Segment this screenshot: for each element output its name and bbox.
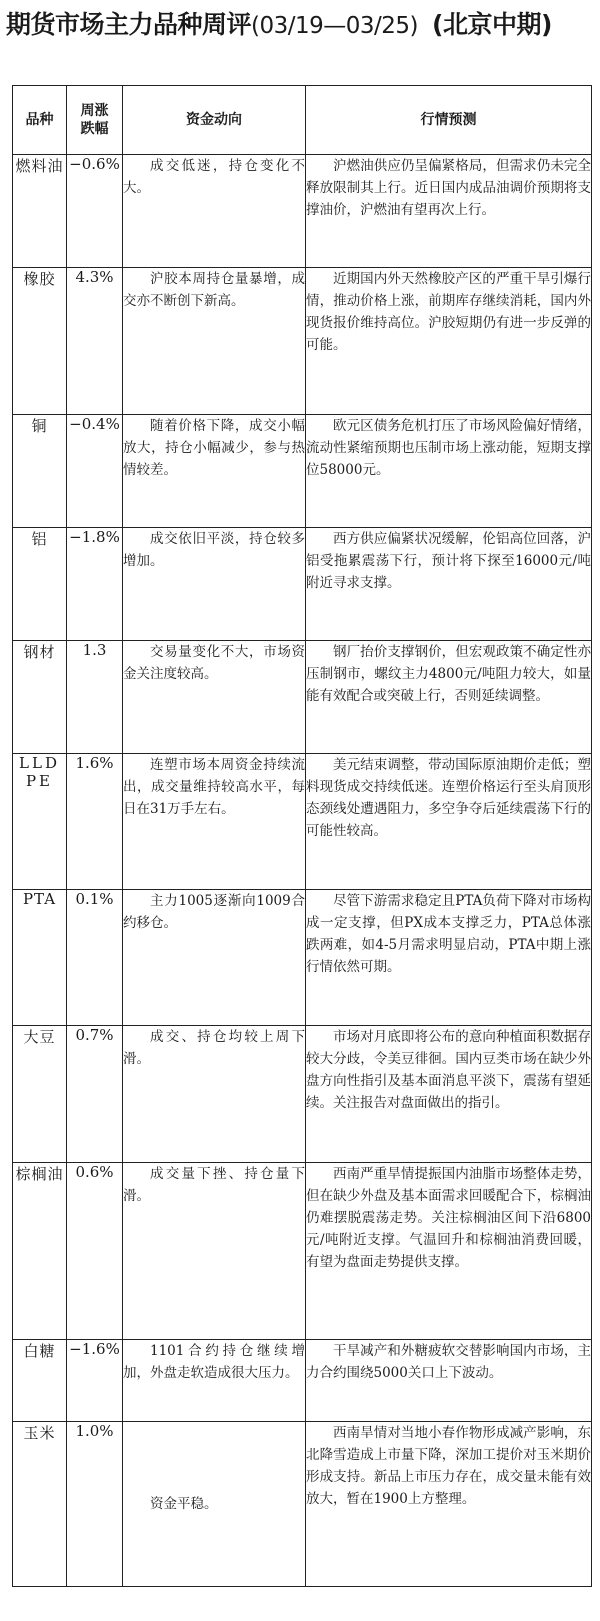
cell-change: 1.0%: [67, 1422, 123, 1587]
cell-funds: 沪胶本周持仓量暴增，成交亦不断创下新高。: [123, 268, 306, 415]
cell-funds: 资金平稳。: [123, 1422, 306, 1587]
cell-forecast: 干旱减产和外糖疲软交替影响国内市场，主力合约围绕5000关口上下波动。: [306, 1340, 592, 1422]
cell-name: 白糖: [13, 1340, 67, 1422]
cell-funds: 1101合约持仓继续增加，外盘走软造成很大压力。: [123, 1340, 306, 1422]
edition-label: (北京中期): [432, 10, 552, 39]
table-row: [13, 1340, 592, 1422]
cell-change: −0.4%: [67, 415, 123, 528]
futures-table: [12, 85, 592, 1587]
cell-change: 1.3: [67, 641, 123, 754]
cell-funds: 主力1005逐渐向1009合约移仓。: [123, 890, 306, 1026]
table-row: [13, 268, 592, 415]
cell-name: 铝: [13, 528, 67, 641]
table-row: [13, 1163, 592, 1340]
cell-change: −1.6%: [67, 1340, 123, 1422]
table-row: [13, 528, 592, 641]
cell-funds: 成交、持仓均较上周下滑。: [123, 1026, 306, 1163]
cell-forecast: 西方供应偏紧状况缓解，伦铝高位回落，沪铝受拖累震荡下行，预计将下探至16000元/吨附近寻求支撑。: [306, 528, 592, 641]
cell-name: 橡胶: [13, 268, 67, 415]
cell-name: 大豆: [13, 1026, 67, 1163]
date-range: (03/19—03/25): [251, 13, 419, 39]
col-header-forecast: 行情预测: [306, 86, 592, 155]
cell-name: PTA: [13, 890, 67, 1026]
title-text: 期货市场主力品种周评: [6, 10, 252, 39]
cell-funds: 连塑市场本周资金持续流出，成交量维持较高水平，每日在31万手左右。: [123, 754, 306, 890]
cell-funds: 成交低迷，持仓变化不大。: [123, 155, 306, 268]
cell-name: 铜: [13, 415, 67, 528]
cell-funds: 成交量下挫、持仓量下滑。: [123, 1163, 306, 1340]
table-row: [13, 890, 592, 1026]
table-row: [13, 1026, 592, 1163]
cell-funds: 随着价格下降，成交小幅放大，持仓小幅减少，参与热情较差。: [123, 415, 306, 528]
header-row: [13, 86, 592, 155]
page-title: [6, 8, 596, 43]
cell-forecast: 市场对月底即将公布的意向种植面积数据存较大分歧，令美豆徘徊。国内豆类市场在缺少外盘方向性指引及基本面消息平淡下，震荡有望延续。关注报告对盘面做出的指引。: [306, 1026, 592, 1163]
col-header-name: 品种: [13, 86, 67, 155]
cell-name: LLDPE: [13, 754, 67, 890]
table-row: [13, 1422, 592, 1587]
cell-forecast: 尽管下游需求稳定且PTA负荷下降对市场构成一定支撑，但PX成本支撑乏力，PTA总体涨跌两难，如4-5月需求明显启动，PTA中期上涨行情依然可期。: [306, 890, 592, 1026]
cell-change: 1.6%: [67, 754, 123, 890]
cell-change: −1.8%: [67, 528, 123, 641]
cell-name: 钢材: [13, 641, 67, 754]
cell-forecast: 美元结束调整，带动国际原油期价走低；塑料现货成交持续低迷。连塑价格运行至头肩顶形态颈线处遭遇阻力，多空争夺后延续震荡下行的可能性较高。: [306, 754, 592, 890]
table-row: [13, 641, 592, 754]
cell-change: −0.6%: [67, 155, 123, 268]
cell-forecast: 西南旱情对当地小春作物形成减产影响，东北降雪造成上市量下降，深加工提价对玉米期价形成支持。新品上市压力存在，成交量未能有效放大，暂在1900上方整理。: [306, 1422, 592, 1587]
table-row: [13, 754, 592, 890]
cell-forecast: 钢厂抬价支撑钢价，但宏观政策不确定性亦压制钢市，螺纹主力4800元/吨阻力较大，如量能有效配合或突破上行，否则延续调整。: [306, 641, 592, 754]
cell-forecast: 欧元区债务危机打压了市场风险偏好情绪，流动性紧缩预期也压制市场上涨动能，短期支撑位58000元。: [306, 415, 592, 528]
cell-change: 0.7%: [67, 1026, 123, 1163]
table-row: [13, 155, 592, 268]
cell-forecast: 沪燃油供应仍呈偏紧格局，但需求仍未完全释放限制其上行。近日国内成品油调价预期将支撑油价，沪燃油有望再次上行。: [306, 155, 592, 268]
table-row: [13, 415, 592, 528]
cell-forecast: 西南严重旱情提振国内油脂市场整体走势，但在缺少外盘及基本面需求回暖配合下，棕榈油仍难摆脱震荡走势。关注棕榈油区间下沿6800元/吨附近支撑。气温回升和棕榈油消费回暖，有望为盘面走势提供支撑。: [306, 1163, 592, 1340]
col-header-funds: 资金动向: [123, 86, 306, 155]
cell-funds: 交易量变化不大，市场资金关注度较高。: [123, 641, 306, 754]
cell-name: 燃料油: [13, 155, 67, 268]
cell-change: 0.6%: [67, 1163, 123, 1340]
cell-forecast: 近期国内外天然橡胶产区的严重干旱引爆行情，推动价格上涨，前期库存继续消耗，国内外现货报价维持高位。沪胶短期仍有进一步反弹的可能。: [306, 268, 592, 415]
cell-change: 4.3%: [67, 268, 123, 415]
cell-name: 棕榈油: [13, 1163, 67, 1340]
col-header-change: 周涨 跌幅: [67, 86, 123, 155]
cell-name: 玉米: [13, 1422, 67, 1587]
cell-funds: 成交依旧平淡，持仓较多增加。: [123, 528, 306, 641]
cell-change: 0.1%: [67, 890, 123, 1026]
